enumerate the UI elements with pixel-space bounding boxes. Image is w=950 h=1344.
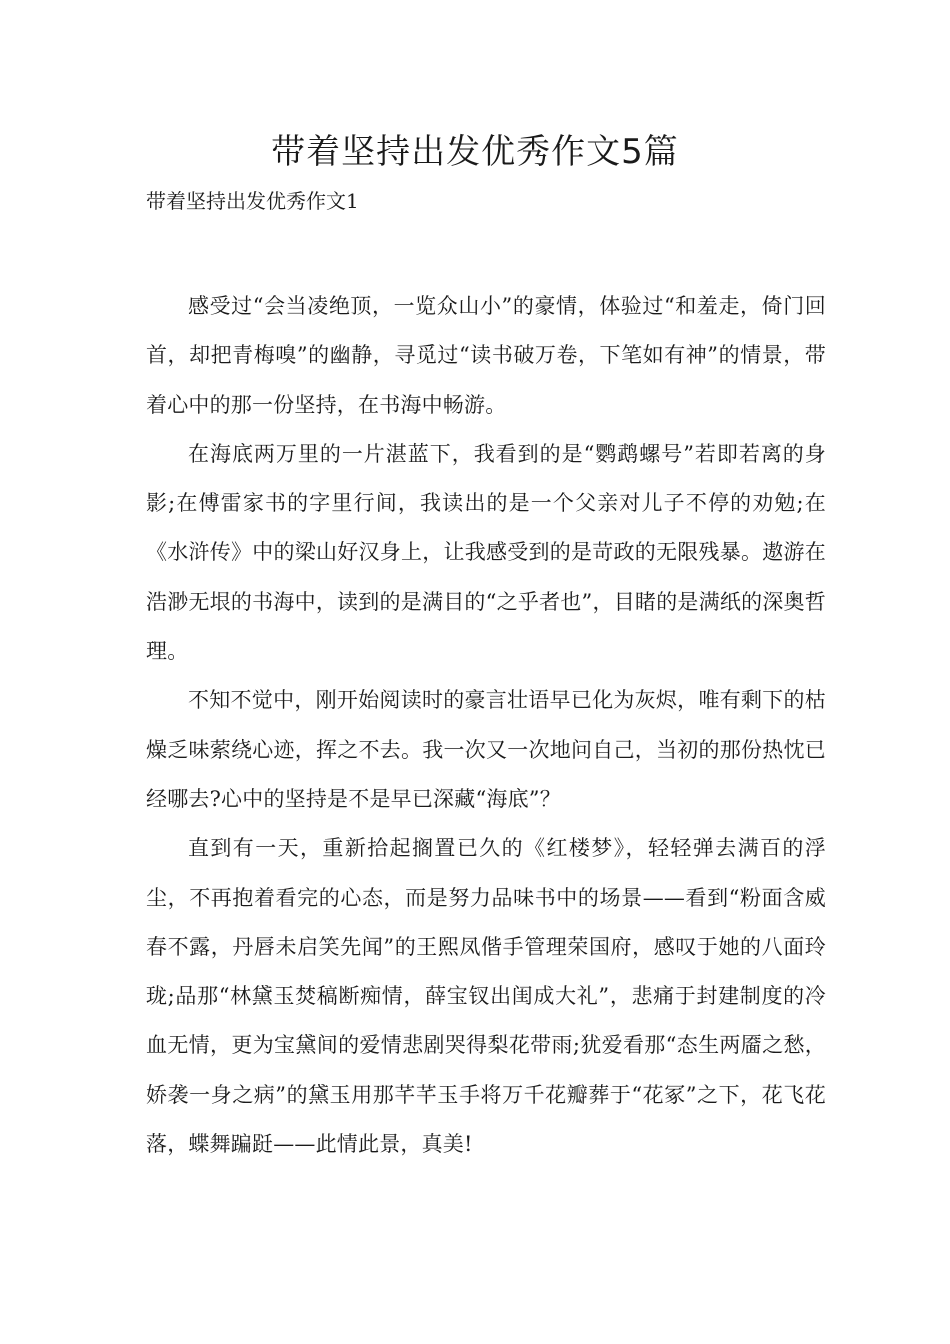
document-subtitle: 带着坚持出发优秀作文1 [146, 189, 359, 213]
paragraph-2: 在海底两万里的一片湛蓝下，我看到的是“鹦鹉螺号”若即若离的身影;在傅雷家书的字里行间，我读出的是一个父亲对儿子不停的劝勉;在《水浒传》中的梁山好汉身上，让我感受到的是苛政的无限残暴。遨游在浩渺无垠的书海中，读到的是满目的“之乎者也”，目睹的是满纸的深奥哲理。 [146, 441, 826, 664]
document-title: 带着坚持出发优秀作文5篇 [271, 132, 679, 172]
document-body [146, 282, 826, 1169]
paragraph-4: 直到有一天，重新拾起搁置已久的《红楼梦》，轻轻弹去满百的浮尘，不再抱着看完的心态，而是努力品味书中的场景——看到“粉面含威春不露，丹唇未启笑先闻”的王熙凤偕手管理荣国府，感叹于她的八面玲珑;品那“林黛玉焚稿断痴情，薛宝钗出闺成大礼”，悲痛于封建制度的冷血无情，更为宝黛间的爱情悲剧哭得梨花带雨;犹爱看那“态生两靥之愁，娇袭一身之病”的黛玉用那芊芊玉手将万千花瓣葬于“花冢”之下，花飞花落，蝶舞蹁跹——此情此景，真美! [146, 836, 826, 1157]
paragraph-1: 感受过“会当凌绝顶，一览众山小”的豪情，体验过“和羞走，倚门回首，却把青梅嗅”的幽静，寻觅过“读书破万卷，下笔如有神”的情景，带着心中的那一份坚持，在书海中畅游。 [146, 294, 826, 417]
paragraph-3: 不知不觉中，刚开始阅读时的豪言壮语早已化为灰烬，唯有剩下的枯燥乏味萦绕心迹，挥之不去。我一次又一次地问自己，当初的那份热忱已经哪去?心中的坚持是不是早已深藏“海底”？ [146, 688, 826, 811]
